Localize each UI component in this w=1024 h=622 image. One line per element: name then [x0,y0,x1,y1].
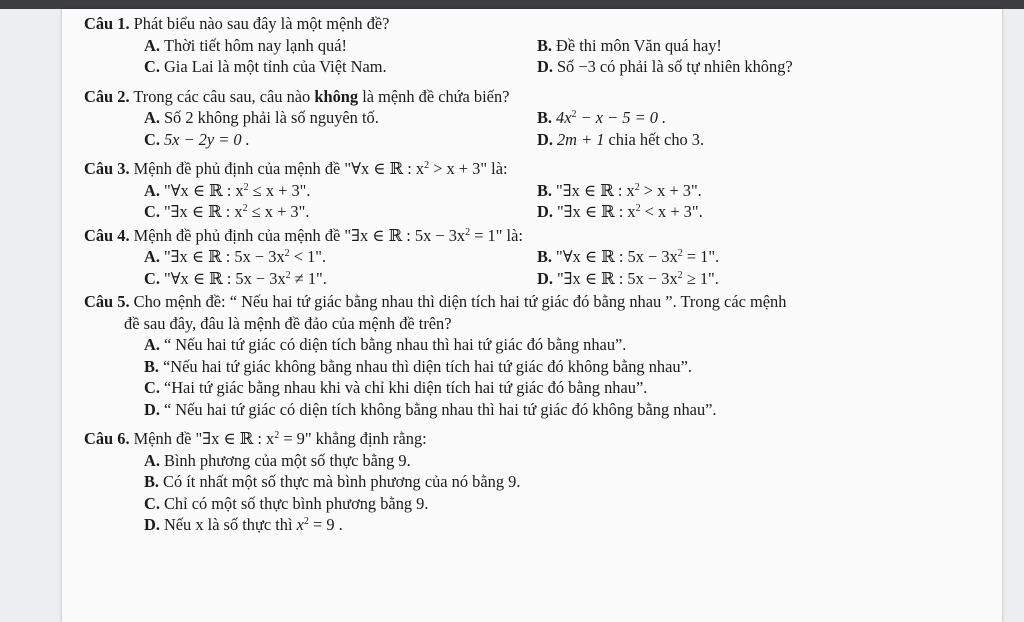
question-number: Câu 2. [84,86,130,106]
question-5 [84,291,984,420]
option-label: A. [144,35,160,55]
option-label: C. [144,378,160,397]
question-number: Câu 6. [84,429,130,448]
math-expression: "∃x ∈ ℝ : x [556,180,635,200]
option-label: A. [144,450,160,470]
math-expression-end: = 1". [682,247,720,266]
option-label: B. [144,472,160,491]
question-text-end: = 9" khẳng định rằng: [279,429,427,448]
exponent: 2 [677,269,683,281]
option-label: D. [537,129,553,149]
option-label: A. [144,180,160,200]
option-d [537,129,984,151]
question-1-stem [84,13,984,35]
option-label: C. [144,57,160,76]
math-expression-end: ≤ x + 3". [248,180,311,200]
option-text: Số 2 không phải là số nguyên tố. [163,108,379,127]
exponent: 2 [465,226,471,238]
option-d [537,201,984,223]
option-c [144,129,537,151]
option-label: C. [144,202,160,221]
question-4-stem [84,225,984,247]
question-text-end: = 1" là: [470,225,523,245]
option-text: Chỉ có một số thực bình phương bằng 9. [163,493,429,513]
option-c [144,201,537,223]
document-page [62,9,1002,622]
math-expression: 2m + 1 [556,129,605,149]
question-1 [84,13,984,78]
option-a [144,450,984,472]
options [84,246,984,289]
math-expression-end: > x + 3". [639,180,702,200]
question-text: Mệnh đề phủ định của mệnh đề "∃x ∈ ℝ : 5x − 3x [129,225,466,245]
option-text: Bình phương của một số thực bằng 9. [163,450,411,470]
viewer-top-bar [0,0,1024,9]
option-c [144,493,984,515]
question-text: Mệnh đề phủ định của mệnh đề "∀x ∈ ℝ : x [129,159,425,178]
option-label: D. [144,515,160,534]
question-6-stem [84,428,984,450]
question-text-end: là mệnh đề chứa biến? [358,86,510,106]
question-4 [84,225,984,290]
option-label: B. [537,247,553,266]
math-expression: "∀x ∈ ℝ : 5x − 3x [163,268,286,288]
option-text: Số −3 có phải là số tự nhiên không? [556,57,793,76]
option-label: C. [144,268,160,288]
option-label: B. [144,356,160,376]
question-number: Câu 1. [84,14,130,33]
option-b [144,356,984,378]
math-expression-end: ≥ 1". [682,268,719,288]
option-c [144,268,537,290]
option-label: B. [537,35,553,55]
option-a [144,334,984,356]
question-number: Câu 3. [84,159,130,178]
option-label: B. [537,108,553,127]
option-text: Có ít nhất một số thực mà bình phương của nó bằng 9. [163,472,521,491]
question-text: Mệnh đề "∃x ∈ ℝ : x [129,429,275,448]
question-6 [84,428,984,536]
question-2-stem [84,86,984,108]
question-text: Trong các câu sau, câu nào [129,86,315,106]
option-a [144,246,537,268]
math-expression-end: < 1". [289,247,327,266]
option-text: Gia Lai là một tỉnh của Việt Nam. [163,57,387,76]
exponent: 2 [571,109,577,120]
option-d [144,514,984,536]
math-expression-end: − x − 5 = 0 . [576,108,667,127]
question-text-end: > x + 3" là: [429,159,508,178]
math-expression-end: < x + 3". [640,202,703,221]
math-expression-end: ≠ 1". [290,268,327,288]
exponent: 2 [243,181,249,193]
option-text: chia hết cho 3. [604,129,705,149]
option-c [144,56,537,78]
option-text: “ Nếu hai tứ giác có diện tích bằng nhau thì hai tứ giác đó bằng nhau”. [163,335,627,354]
option-label: A. [144,247,160,266]
math-expression-end: = 9 . [308,515,343,534]
exponent: 2 [677,248,683,259]
options [84,180,984,223]
option-d [537,268,984,290]
option-label: D. [537,202,553,221]
math-expression: 4x [556,108,572,127]
question-2 [84,86,984,151]
option-label: C. [144,129,160,149]
exponent: 2 [424,160,430,171]
option-label: A. [144,335,160,354]
exponent: 2 [303,516,309,527]
option-label: D. [537,268,553,288]
question-text: Cho mệnh đề: “ Nếu hai tứ giác bằng nhau thì diện tích hai tứ giác đó bằng nhau ”. Trong các mệnh [129,292,787,311]
option-b [537,35,984,57]
question-3-stem [84,158,984,180]
question-3 [84,158,984,223]
exponent: 2 [284,248,290,259]
option-text: “ Nếu hai tứ giác có diện tích không bằng nhau thì hai tứ giác đó không bằng nhau”. [163,399,717,419]
emphasis-text: không [314,86,359,106]
exponent: 2 [274,430,280,441]
math-expression: "∃x ∈ ℝ : 5x − 3x [556,268,678,288]
math-expression: "∃x ∈ ℝ : 5x − 3x [163,247,285,266]
option-b [537,180,984,202]
options [84,107,984,150]
option-text: Thời tiết hôm nay lạnh quá! [163,35,347,55]
option-a [144,107,537,129]
option-d [537,56,984,78]
exponent: 2 [635,203,641,214]
question-5-stem [84,291,984,313]
option-b [537,246,984,268]
option-a [144,180,537,202]
options [84,35,984,78]
options [84,450,984,536]
option-c [144,377,984,399]
math-expression: 5x − 2y = 0 . [163,129,250,149]
question-text-continued: đề sau đây, đâu là mệnh đề đảo của mệnh đề trên? [124,313,452,333]
math-expression: "∀x ∈ ℝ : x [163,180,244,200]
question-list [84,13,984,544]
option-b [144,471,984,493]
option-label: C. [144,493,160,513]
option-text: “Nếu hai tứ giác không bằng nhau thì diện tích hai tứ giác đó không bằng nhau”. [163,356,692,376]
option-label: D. [144,399,160,419]
option-a [144,35,537,57]
option-text: Đề thi môn Văn quá hay! [556,35,722,55]
math-expression-end: ≤ x + 3". [247,202,310,221]
question-number: Câu 5. [84,292,130,311]
option-d [144,399,984,421]
option-text: Nếu x là số thực thì [163,515,297,534]
math-expression: "∃x ∈ ℝ : x [556,202,636,221]
options [84,334,984,420]
option-label: D. [537,57,553,76]
option-b [537,107,984,129]
option-label: A. [144,108,160,127]
math-expression: "∀x ∈ ℝ : 5x − 3x [556,247,678,266]
math-expression: "∃x ∈ ℝ : x [163,202,243,221]
exponent: 2 [634,181,640,193]
exponent: 2 [242,203,248,214]
question-text: Phát biểu nào sau đây là một mệnh đề? [129,14,390,33]
option-label: B. [537,180,553,200]
math-expression: x [296,515,304,534]
exponent: 2 [285,269,291,281]
option-text: “Hai tứ giác bằng nhau khi và chỉ khi diện tích hai tứ giác đó bằng nhau”. [163,378,648,397]
question-number: Câu 4. [84,225,130,245]
